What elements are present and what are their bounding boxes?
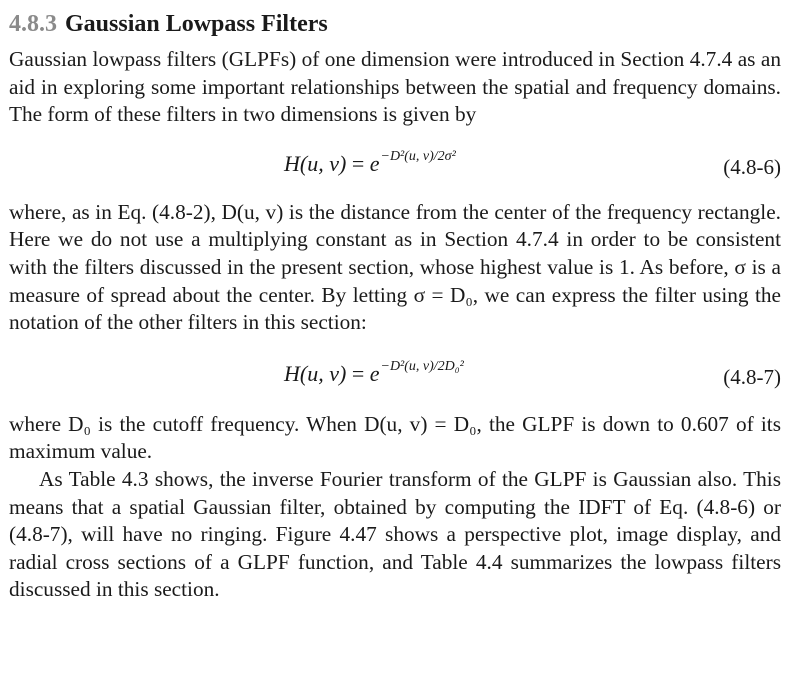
equation-number: (4.8-6) <box>723 154 781 179</box>
equation-number: (4.8-7) <box>723 364 781 389</box>
section-title: Gaussian Lowpass Filters <box>65 11 328 37</box>
page <box>9 8 781 604</box>
section-heading <box>9 8 781 40</box>
paragraph-inverse-transform: As Table 4.3 shows, the inverse Fourier transform of the GLPF is Gaussian also. This means that a spatial Gaussian filter, obtained by computing the IDFT of Eq. (4.8-6) or (4.8-7), will have no ringing. Figure 4.47 shows a perspective plot, image display, and radial cross sections of a GLPF function, and Table 4.4 summarizes the lowpass filters discussed in this section. <box>9 466 781 602</box>
equation-equals: = <box>351 360 365 386</box>
equation-formula <box>284 358 464 387</box>
equation-lhs: H(u, v) <box>284 360 347 386</box>
paragraph-distance: where, as in Eq. (4.8-2), D(u, v) is the distance from the center of the frequency rectangle. Here we do not use a multiplying constant as in Section 4.7.4 in order to be consistent with the filters discussed in the present section, whose highest value is 1. As before, σ is a measure of spread about the center. By letting σ = D₀, we can express the filter using the notation of the other filters in this section: <box>9 199 781 335</box>
equation-lhs: H(u, v) <box>284 150 347 176</box>
equation-base: e <box>369 150 380 176</box>
equation-equals: = <box>351 150 365 176</box>
equation-base: e <box>369 360 380 386</box>
paragraph-intro: Gaussian lowpass filters (GLPFs) of one dimension were introduced in Section 4.7.4 as an aid in exploring some important relationships between the spatial and frequency domains. The form of these filters in two dimensions is given by <box>9 47 781 127</box>
paragraph-cutoff: where D₀ is the cutoff frequency. When D(u, v) = D₀, the GLPF is down to 0.607 of its maximum value. <box>9 411 781 464</box>
equation-formula <box>284 148 456 177</box>
section-number: 4.8.3 <box>9 11 57 37</box>
equation-4-8-7 <box>9 347 781 403</box>
equation-4-8-6 <box>9 137 781 193</box>
equation-exponent: −D²(u, v)/2σ² <box>380 148 456 164</box>
equation-exponent: −D²(u, v)/2D₀² <box>380 358 464 374</box>
